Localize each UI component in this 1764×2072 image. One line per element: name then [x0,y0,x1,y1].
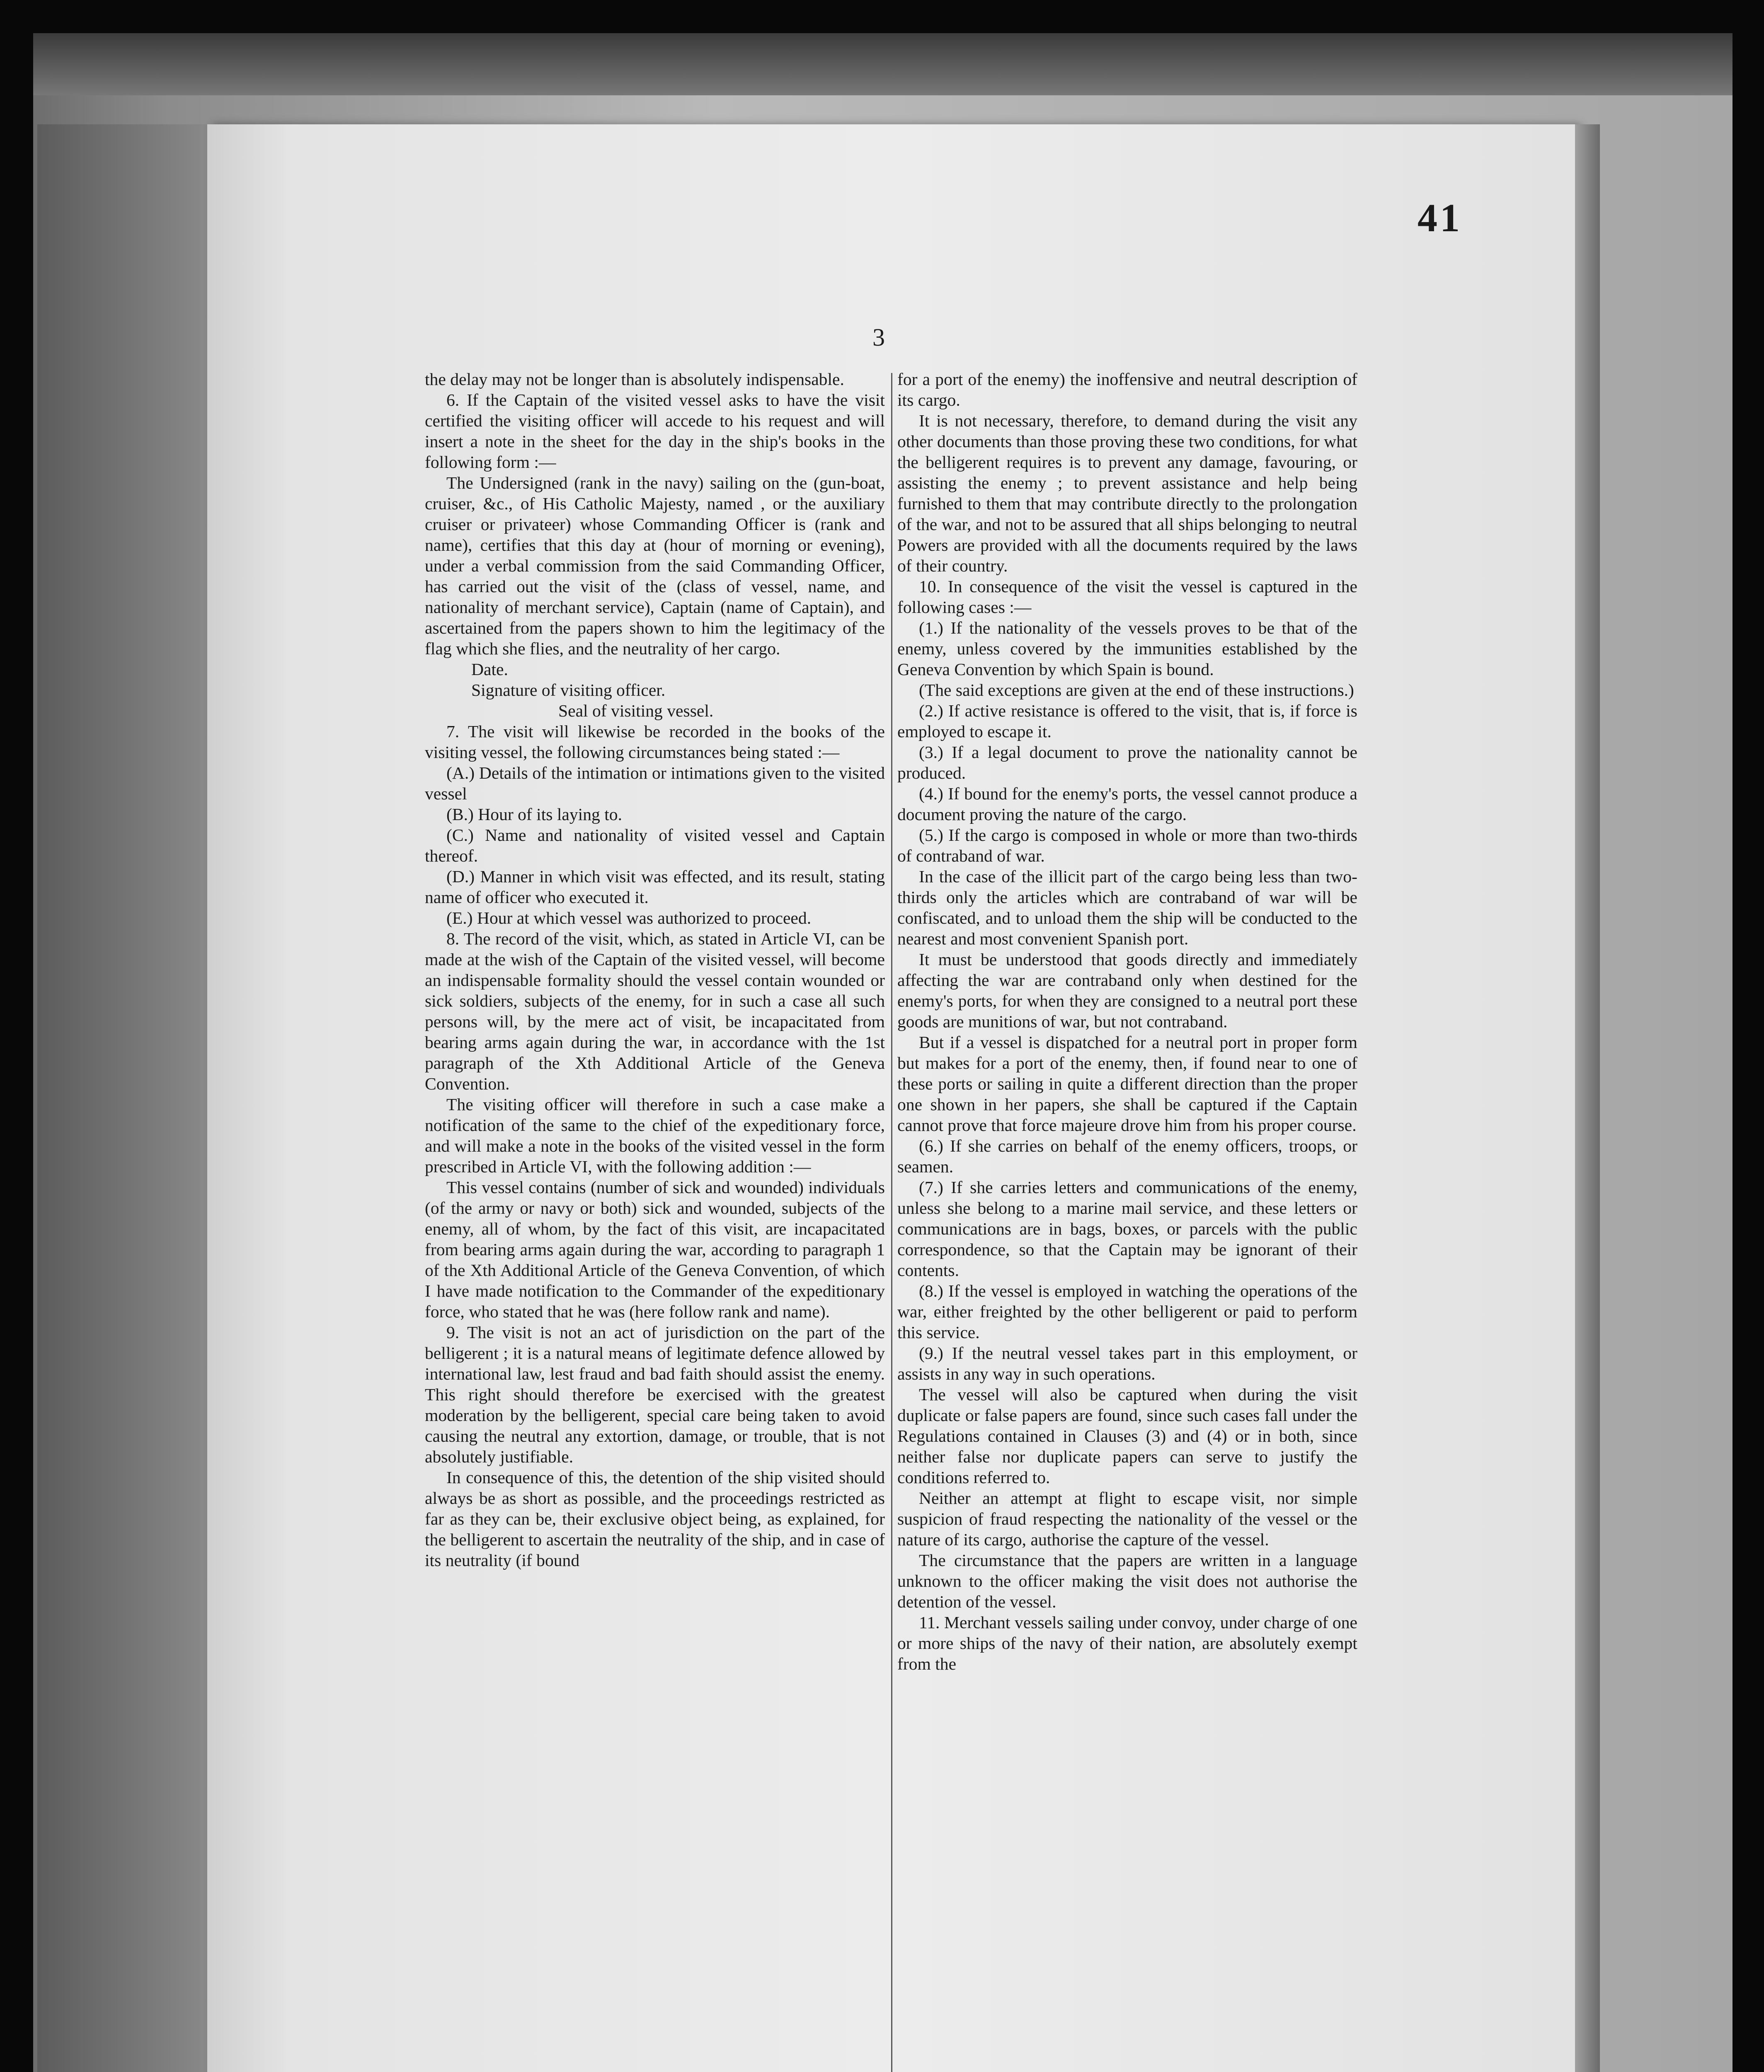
paragraph: (D.) Manner in which visit was effected, and its result, stating name of officer who executed it. [425,867,885,907]
paragraph: Date. [471,660,508,679]
paragraph: Neither an attempt at flight to escape visit, nor simple suspicion of fraud respecting the nationality of the vessel or the nature of its cargo, authorise the capture of the vessel. [897,1489,1357,1549]
paragraph: The vessel will also be captured when during the visit duplicate or false papers are found, since such cases fall under the Regulations contained in Clauses (3) and (4) or in both, since neither false nor duplicate papers can serve to justify the conditions referred to. [897,1385,1357,1487]
paragraph: It is not necessary, therefore, to demand during the visit any other documents than those proving these two conditions, for what the belligerent requires is to prevent any damage, favouring, or assisting the enemy ; to prevent assistance and help being furnished to them that may contribute directly to the prolongation of the war, and not to be assured that all ships belonging to neutral Powers are provided with all the documents required by the laws of their country. [897,411,1357,575]
paragraph: (3.) If a legal document to prove the nationality cannot be produced. [897,743,1357,782]
paragraph: (8.) If the vessel is employed in watching the operations of the war, either freighted by the other belligerent or paid to perform this service. [897,1281,1357,1342]
paragraph: 10. In consequence of the visit the vessel is captured in the following cases :— [897,577,1357,617]
paragraph: 8. The record of the visit, which, as stated in Article VI, can be made at the wish of the Captain of the visited vessel, will become an indispensable formality should the vessel contain wounded or sick soldiers, subjects of the enemy, for in such a case all such persons will, by the mere act of visit, be incapacitated from bearing arms again during the war, in accordance with the 1st paragraph of the Xth Additional Article of the Geneva Convention. [425,929,885,1093]
paragraph: the delay may not be longer than is absolutely indispensable. [425,370,844,389]
underlying-sheet [37,124,211,2072]
paragraph: It must be understood that goods directly and immediately affecting the war are contraband only when destined for the enemy's ports, for when they are consigned to a neutral port these goods are munitions of war, but not contraband. [897,950,1357,1031]
paragraph: 6. If the Captain of the visited vessel asks to have the visit certified the visiting officer will accede to his request and will insert a note in the sheet for the day in the ship's books in the following form :— [425,390,885,472]
paragraph: The circumstance that the papers are written in a language unknown to the officer making the visit does not authorise the detention of the vessel. [897,1551,1357,1611]
paragraph: (The said exceptions are given at the end of these instructions.) [919,680,1354,700]
page-edge-shadow [1575,124,1600,2072]
left-column [425,369,885,1571]
page-number: 3 [872,324,885,351]
paragraph: (5.) If the cargo is composed in whole or more than two-thirds of contraband of war. [897,825,1357,865]
paragraph: (E.) Hour at which vessel was authorized to proceed. [446,908,812,927]
paragraph: 11. Merchant vessels sailing under convoy, under charge of one or more ships of the navy of their nation, are absolutely exempt from the [897,1613,1357,1673]
paragraph: The Undersigned (rank in the navy) sailing on the (gun-boat, cruiser, &c., of His Catholic Majesty, named , or the auxiliary cruiser or privateer) whose Commanding Officer is (rank and name), certifies that this day at (hour of morning or evening), under a verbal commission from the said Commanding Officer, has carried out the visit of the (class of vessel, name, and nationality of merchant service), Captain (name of Captain), and ascertained from the papers shown to him the legitimacy of the flag which she flies, and the neutrality of her cargo. [425,473,885,658]
paragraph: 9. The visit is not an act of jurisdiction on the part of the belligerent ; it is a natural means of legitimate defence allowed by international law, lest fraud and bad faith should assist the enemy. This right should therefore be exercised with the greatest moderation by the belligerent, special care being taken to avoid causing the neutral any extortion, damage, or trouble, that is not absolutely justifiable. [425,1323,885,1466]
paragraph: The visiting officer will therefore in such a case make a notification of the same to the chief of the expeditionary force, and will make a note in the books of the visited vessel in the form prescribed in Article VI, with the following addition :— [425,1095,885,1176]
column-divider [891,373,892,2072]
mount-top-strip [33,33,1732,95]
paragraph: (4.) If bound for the enemy's ports, the vessel cannot produce a document proving the nature of the cargo. [897,784,1357,824]
paragraph: (B.) Hour of its laying to. [446,805,622,824]
right-column [897,369,1357,1674]
paragraph: But if a vessel is dispatched for a neutral port in proper form but makes for a port of the enemy, then, if found near to one of these ports or sailing in quite a different direction than the proper one shown in her papers, she shall be captured if the Captain cannot prove that force majeure drove him from his proper course. [897,1033,1357,1135]
paragraph: (C.) Name and nationality of visited vessel and Captain thereof. [425,825,885,865]
paragraph: for a port of the enemy) the inoffensive and neutral description of its cargo. [897,370,1357,409]
paragraph: (1.) If the nationality of the vessels proves to be that of the enemy, unless covered by the immunities established by the Geneva Convention by which Spain is bound. [897,618,1357,679]
paragraph: Seal of visiting vessel. [558,701,714,720]
paragraph: (6.) If she carries on behalf of the enemy officers, troops, or seamen. [897,1136,1357,1176]
paragraph: In consequence of this, the detention of the ship visited should always be as short as possible, and the proceedings restricted as far as they can be, their exclusive object being, as explained, for the belligerent to ascertain the neutrality of the ship, and in case of its neutrality (if bound [425,1468,885,1570]
paragraph: (2.) If active resistance is offered to the visit, that is, if force is employed to escape it. [897,701,1357,741]
paragraph: (A.) Details of the intimation or intimations given to the visited vessel [425,763,885,803]
paragraph: Signature of visiting officer. [471,680,666,700]
paragraph: In the case of the illicit part of the cargo being less than two-thirds only the articles which are contraband of war will be confiscated, and to unload them the ship will be conducted to the nearest and most convenient Spanish port. [897,867,1357,948]
paragraph: 7. The visit will likewise be recorded in the books of the visiting vessel, the following circumstances being stated :— [425,722,885,762]
folio-number: 41 [1418,196,1462,240]
paragraph: (7.) If she carries letters and communications of the enemy, unless she belong to a marine mail service, and these letters or communications are in bags, boxes, or parcels with the public correspondence, so that the Captain may be ignorant of their contents. [897,1178,1357,1280]
paragraph: This vessel contains (number of sick and wounded) individuals (of the army or navy or both) sick and wounded, subjects of the enemy, all of whom, by the fact of this visit, are incapacitated from bearing arms again during the war, according to paragraph 1 of the Xth Additional Article of the Geneva Convention, of which I have made notification to the Commander of the expeditionary force, who stated that he was (here follow rank and name). [425,1178,885,1321]
paragraph: (9.) If the neutral vessel takes part in this employment, or assists in any way in such operations. [897,1343,1357,1383]
